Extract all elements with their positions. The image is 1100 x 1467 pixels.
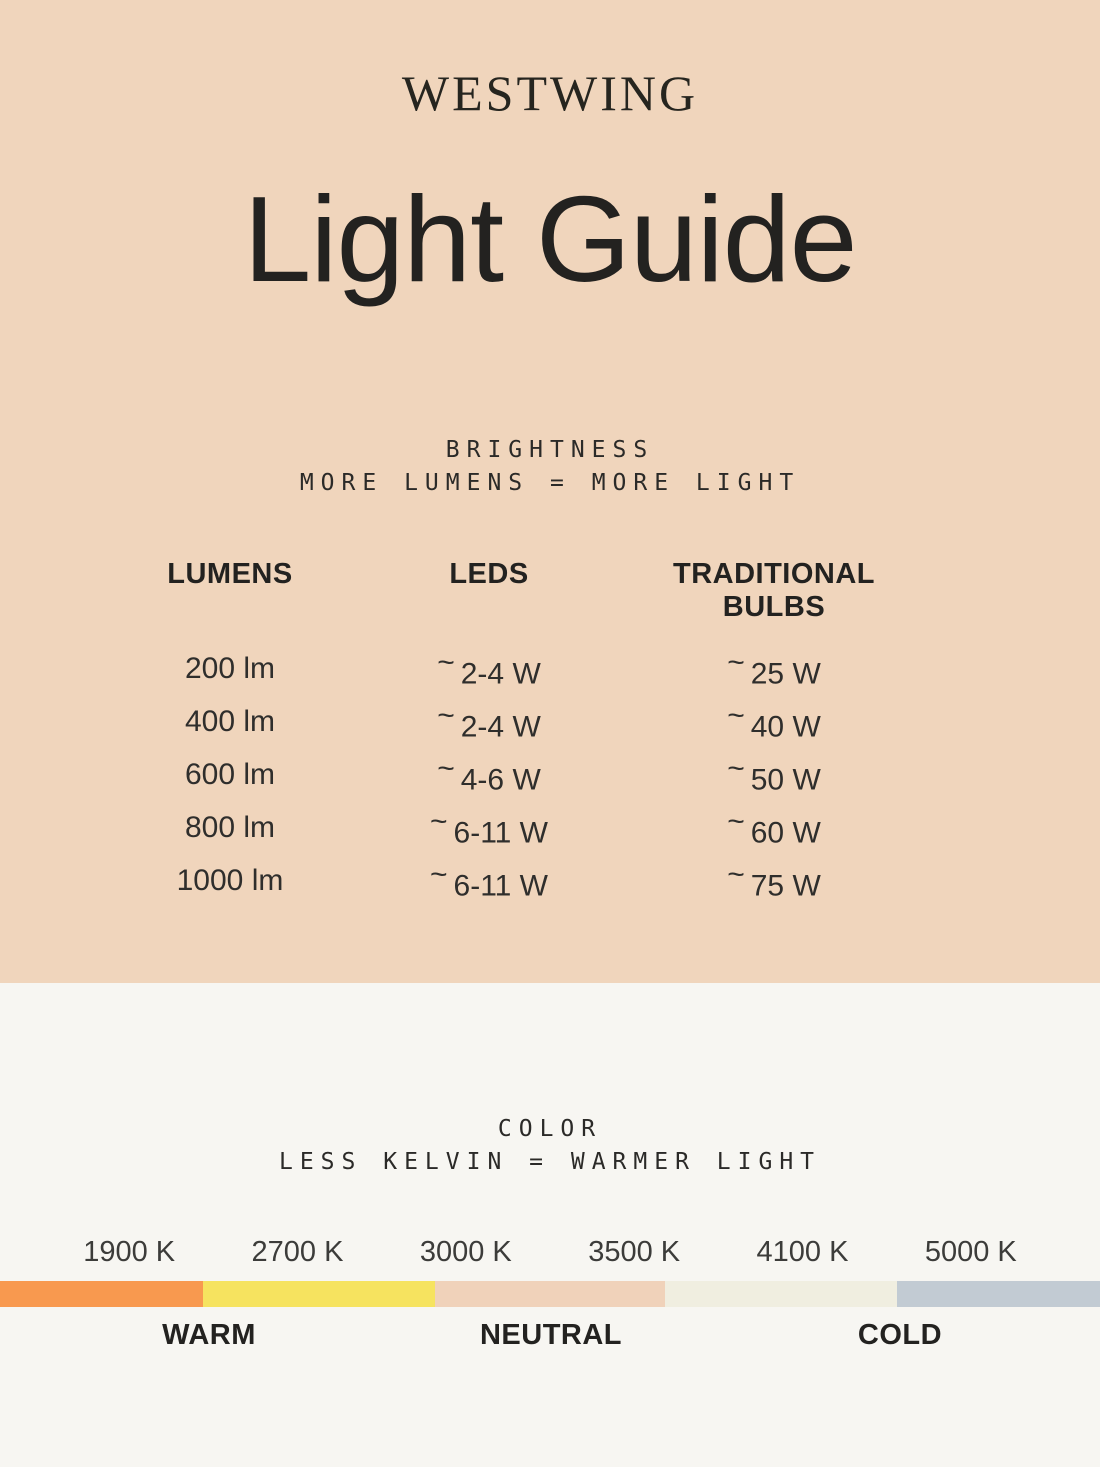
approx-tilde: ~ xyxy=(727,698,745,732)
leds-cell-value: 4-6 W xyxy=(460,763,541,797)
column-header-leds: LEDS xyxy=(449,558,529,590)
leds-cell-value: 2-4 W xyxy=(460,657,541,691)
kelvin-scale-labels xyxy=(0,1236,1100,1269)
leds-cell xyxy=(360,752,618,797)
leds-cell-value: 6-11 W xyxy=(453,869,548,903)
brand-logo: WESTWING xyxy=(401,65,699,121)
color-temperature-bar xyxy=(0,1281,1100,1307)
lumens-cell-value: 1000 lm xyxy=(176,863,284,897)
lumens-cell xyxy=(100,758,360,792)
table-row xyxy=(100,695,930,748)
brightness-subheading: MORE LUMENS = MORE LIGHT xyxy=(299,470,801,496)
color-subheading: LESS KELVIN = WARMER LIGHT xyxy=(278,1149,822,1175)
bar-segment-warm-yellow xyxy=(203,1281,435,1307)
approx-tilde: ~ xyxy=(727,751,745,785)
lumens-cell xyxy=(100,652,360,686)
lumens-cell-value: 400 lm xyxy=(184,704,276,738)
color-heading: COLOR xyxy=(497,1116,603,1142)
leds-cell xyxy=(360,699,618,744)
bar-segment-very-warm-orange xyxy=(0,1281,203,1307)
approx-tilde: ~ xyxy=(430,857,448,891)
table-row xyxy=(100,642,930,695)
lumens-cell xyxy=(100,811,360,845)
approx-tilde: ~ xyxy=(430,804,448,838)
bulbs-cell xyxy=(618,752,930,797)
leds-cell xyxy=(360,646,618,691)
lumens-cell-value: 200 lm xyxy=(184,651,276,685)
bulbs-cell-value: 50 W xyxy=(750,763,821,797)
kelvin-label: 2700 K xyxy=(251,1236,344,1268)
temperature-category-labels xyxy=(0,1319,1100,1359)
approx-tilde: ~ xyxy=(727,857,745,891)
leds-cell-value: 2-4 W xyxy=(460,710,541,744)
temperature-label-neutral: NEUTRAL xyxy=(479,1319,623,1351)
kelvin-label: 5000 K xyxy=(924,1236,1017,1268)
leds-cell xyxy=(360,858,618,903)
approx-tilde: ~ xyxy=(437,645,455,679)
kelvin-label: 3000 K xyxy=(419,1236,512,1268)
column-header-lumens: LUMENS xyxy=(167,558,293,590)
leds-cell-value: 6-11 W xyxy=(453,816,548,850)
brightness-heading: BRIGHTNESS xyxy=(445,437,655,463)
table-row xyxy=(100,801,930,854)
bulbs-cell-value: 60 W xyxy=(750,816,821,850)
bulbs-cell xyxy=(618,699,930,744)
kelvin-label: 1900 K xyxy=(83,1236,176,1268)
kelvin-label: 3500 K xyxy=(588,1236,681,1268)
lumens-cell-value: 800 lm xyxy=(184,810,276,844)
bulbs-cell xyxy=(618,805,930,850)
column-header-traditional-bulbs: TRADITIONAL BULBS xyxy=(672,558,876,623)
table-row xyxy=(100,748,930,801)
bar-segment-soft-peach xyxy=(435,1281,665,1307)
approx-tilde: ~ xyxy=(437,751,455,785)
approx-tilde: ~ xyxy=(727,645,745,679)
approx-tilde: ~ xyxy=(437,698,455,732)
bulbs-cell-value: 75 W xyxy=(750,869,821,903)
bulbs-cell xyxy=(618,646,930,691)
lumens-table xyxy=(100,558,930,907)
lumens-cell xyxy=(100,864,360,898)
lumens-cell xyxy=(100,705,360,739)
bar-segment-neutral-cream xyxy=(665,1281,897,1307)
bulbs-cell-value: 25 W xyxy=(750,657,821,691)
bulbs-cell xyxy=(618,858,930,903)
temperature-label-cold: COLD xyxy=(857,1319,943,1351)
lumens-table-header xyxy=(100,558,930,624)
color-section xyxy=(0,983,1100,1467)
bulbs-cell-value: 40 W xyxy=(750,710,821,744)
lumens-table-body xyxy=(100,642,930,907)
kelvin-label: 4100 K xyxy=(756,1236,849,1268)
lumens-cell-value: 600 lm xyxy=(184,757,276,791)
table-row xyxy=(100,854,930,907)
approx-tilde: ~ xyxy=(727,804,745,838)
leds-cell xyxy=(360,805,618,850)
page-title: Light Guide xyxy=(243,171,857,307)
bar-segment-cold-blue-gray xyxy=(897,1281,1100,1307)
temperature-label-warm: WARM xyxy=(162,1319,256,1351)
